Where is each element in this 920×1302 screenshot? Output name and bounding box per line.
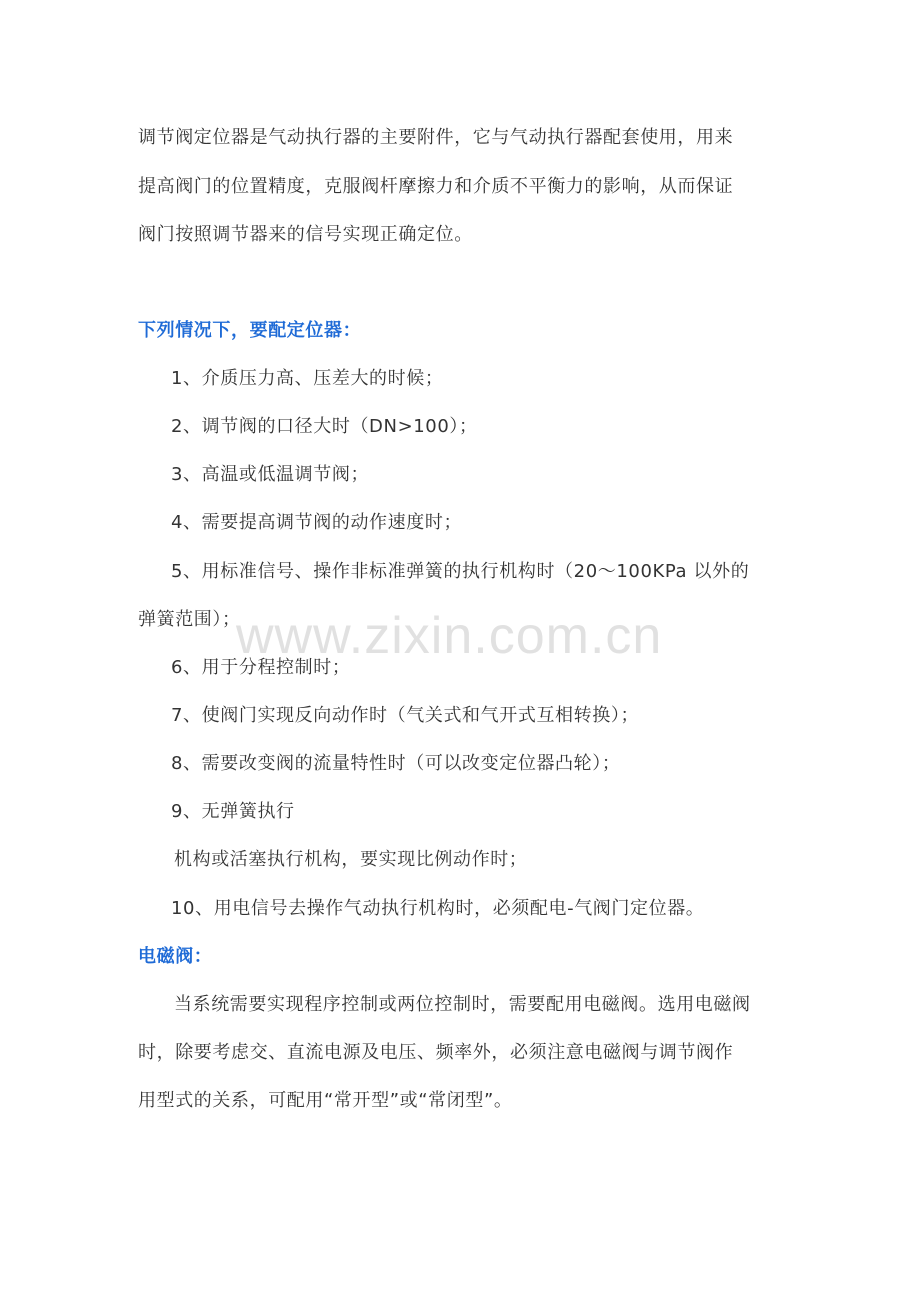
- solenoid-line-3: 用型式的关系，可配用“常开型”或“常闭型”。: [138, 1090, 513, 1111]
- list-item: 3、高温或低温调节阀；: [171, 464, 370, 485]
- intro-line-3: 阀门按照调节器来的信号实现正确定位。: [138, 224, 473, 245]
- list-item-continuation: 机构或活塞执行机构，要实现比例动作时；: [174, 849, 528, 870]
- section-heading-positioner: 下列情况下，要配定位器：: [138, 320, 362, 341]
- list-item: 5、用标准信号、操作非标准弹簧的执行机构时（20～100KPa 以外的: [171, 561, 750, 582]
- list-item: 8、需要改变阀的流量特性时（可以改变定位器凸轮）；: [171, 753, 621, 774]
- intro-line-2: 提高阀门的位置精度，克服阀杆摩擦力和介质不平衡力的影响，从而保证: [138, 176, 734, 197]
- list-item: 1、介质压力高、压差大的时候；: [171, 368, 444, 389]
- list-item: 4、需要提高调节阀的动作速度时；: [171, 512, 463, 533]
- list-item: 9、无弹簧执行: [171, 801, 295, 822]
- solenoid-line-1: 当系统需要实现程序控制或两位控制时，需要配用电磁阀。选用电磁阀: [174, 994, 751, 1015]
- list-item: 7、使阀门实现反向动作时（气关式和气开式互相转换）；: [171, 705, 640, 726]
- watermark: www.zixin.com.cn: [236, 607, 663, 665]
- list-item: 10、用电信号去操作气动执行机构时，必须配电-气阀门定位器。: [171, 898, 705, 919]
- list-item-continuation: 弹簧范围）；: [138, 609, 241, 630]
- section-heading-solenoid: 电磁阀：: [138, 946, 213, 967]
- solenoid-line-2: 时，除要考虑交、直流电源及电压、频率外，必须注意电磁阀与调节阀作: [138, 1042, 734, 1063]
- list-item: 6、用于分程控制时；: [171, 657, 351, 678]
- list-item: 2、调节阀的口径大时（DN>100）；: [171, 416, 478, 437]
- intro-line-1: 调节阀定位器是气动执行器的主要附件，它与气动执行器配套使用，用来: [138, 127, 734, 148]
